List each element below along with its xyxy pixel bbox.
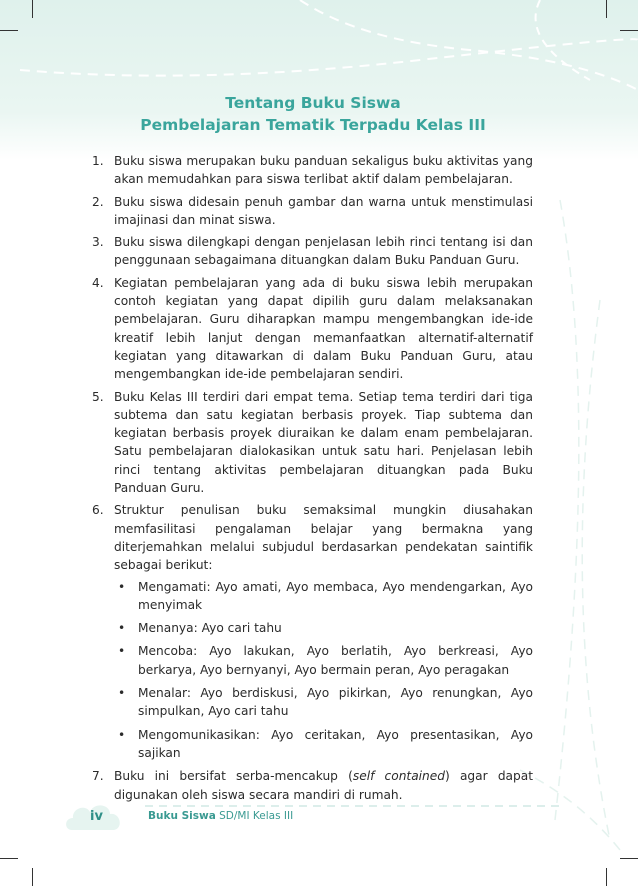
bullet-item <box>114 642 533 679</box>
page-title: Tentang Buku Siswa <box>225 94 401 112</box>
bullet-icon: • <box>118 579 126 594</box>
item-text: Buku siswa dilengkapi dengan penjelasan lebih rinci tentang isi dan penggunaan sebagaimana dituangkan dalam Buku Panduan Guru. <box>114 235 533 268</box>
bullet-item <box>114 619 533 637</box>
item-number: 6. <box>92 503 104 518</box>
item-text-emphasis: self contained <box>352 769 446 784</box>
crop-mark <box>606 0 607 18</box>
bullet-item <box>114 684 533 721</box>
crop-mark <box>620 30 638 31</box>
item-text-before: Buku ini bersifat serba-mencakup ( <box>114 769 353 784</box>
bullet-text: Menalar: Ayo berdiskusi, Ayo pikirkan, Ayo renungkan, Ayo simpulkan, Ayo cari tahu <box>138 686 533 719</box>
bullet-icon: • <box>118 686 126 701</box>
list-item <box>92 274 533 384</box>
item-text: Buku siswa didesain penuh gambar dan warna untuk menstimulasi imajinasi dan minat siswa. <box>114 194 533 227</box>
footer-book-title <box>148 810 293 822</box>
bullet-text: Mengomunikasikan: Ayo ceritakan, Ayo presentasikan, Ayo sajikan <box>138 727 533 760</box>
list-item <box>92 193 533 230</box>
item-number: 2. <box>92 194 104 209</box>
item-text: Kegiatan pembelajaran yang ada di buku siswa lebih merupakan contoh kegiatan yang dapat dipilih guru dalam melaksanakan pembelajaran. Guru diharapkan mampu mengembangkan ide-ide kreatif lebih lanjut dengan memanfaatkan alternatif-alternatif kegiatan yang ditawarkan di dalam Buku Panduan Guru, atau mengembangkan ide-ide pembelajaran sendiri. <box>114 275 533 382</box>
list-item <box>92 388 533 498</box>
bullet-icon: • <box>118 644 126 659</box>
item-text: Buku siswa merupakan buku panduan sekaligus buku aktivitas yang akan memudahkan para siswa terlibat aktif dalam pembelajaran. <box>114 154 533 187</box>
item-text: Buku Kelas III terdiri dari empat tema. Setiap tema terdiri dari tiga subtema dan satu kegiatan berbasis proyek. Tiap subtema dan kegiatan berbasis proyek diuraikan ke dalam enam pembelajaran. Satu pembelajaran dialokasikan untuk satu hari. Penjelasan lebih rinci tentang aktivitas pembelajaran dituangkan pada Buku Panduan Guru. <box>114 389 533 496</box>
numbered-list <box>92 152 533 804</box>
list-item <box>92 767 533 804</box>
bullet-list <box>114 578 533 763</box>
bullet-text: Menanya: Ayo cari tahu <box>138 621 282 636</box>
item-number: 4. <box>92 275 104 290</box>
bullet-item <box>114 578 533 615</box>
footer-book-bold: Buku Siswa <box>148 810 216 822</box>
item-number: 5. <box>92 389 104 404</box>
item-text: Struktur penulisan buku semaksimal mungkin diusahakan memfasilitasi pengalaman belajar yang bermakna yang diterjemahkan melalui subjudul berdasarkan pendekatan saintifik sebagai berikut: <box>114 503 533 573</box>
crop-mark <box>606 868 607 886</box>
footer-book-rest: SD/MI Kelas III <box>215 810 294 822</box>
item-number: 7. <box>92 769 104 784</box>
bullet-icon: • <box>118 727 126 742</box>
page-number: iv <box>90 809 103 824</box>
page-subtitle: Pembelajaran Tematik Terpadu Kelas III <box>140 116 486 134</box>
crop-mark <box>0 858 18 859</box>
content-body <box>92 152 533 808</box>
bullet-text: Mencoba: Ayo lakukan, Ayo berlatih, Ayo berkreasi, Ayo berkarya, Ayo bernyanyi, Ayo bermain peran, Ayo peragakan <box>138 644 533 677</box>
bullet-icon: • <box>118 621 126 636</box>
item-number: 1. <box>92 154 104 168</box>
item-number: 3. <box>92 235 104 250</box>
bullet-item <box>114 726 533 763</box>
bullet-text: Mengamati: Ayo amati, Ayo membaca, Ayo mendengarkan, Ayo menyimak <box>138 579 533 612</box>
list-item <box>92 233 533 270</box>
crop-mark <box>32 868 33 886</box>
item-text-after: ) agar dapat digunakan oleh siswa secara mandiri di rumah. <box>114 769 534 802</box>
crop-mark <box>0 30 18 31</box>
crop-mark <box>620 858 638 859</box>
crop-mark <box>32 0 33 18</box>
list-item <box>92 152 533 189</box>
list-item <box>92 501 533 762</box>
